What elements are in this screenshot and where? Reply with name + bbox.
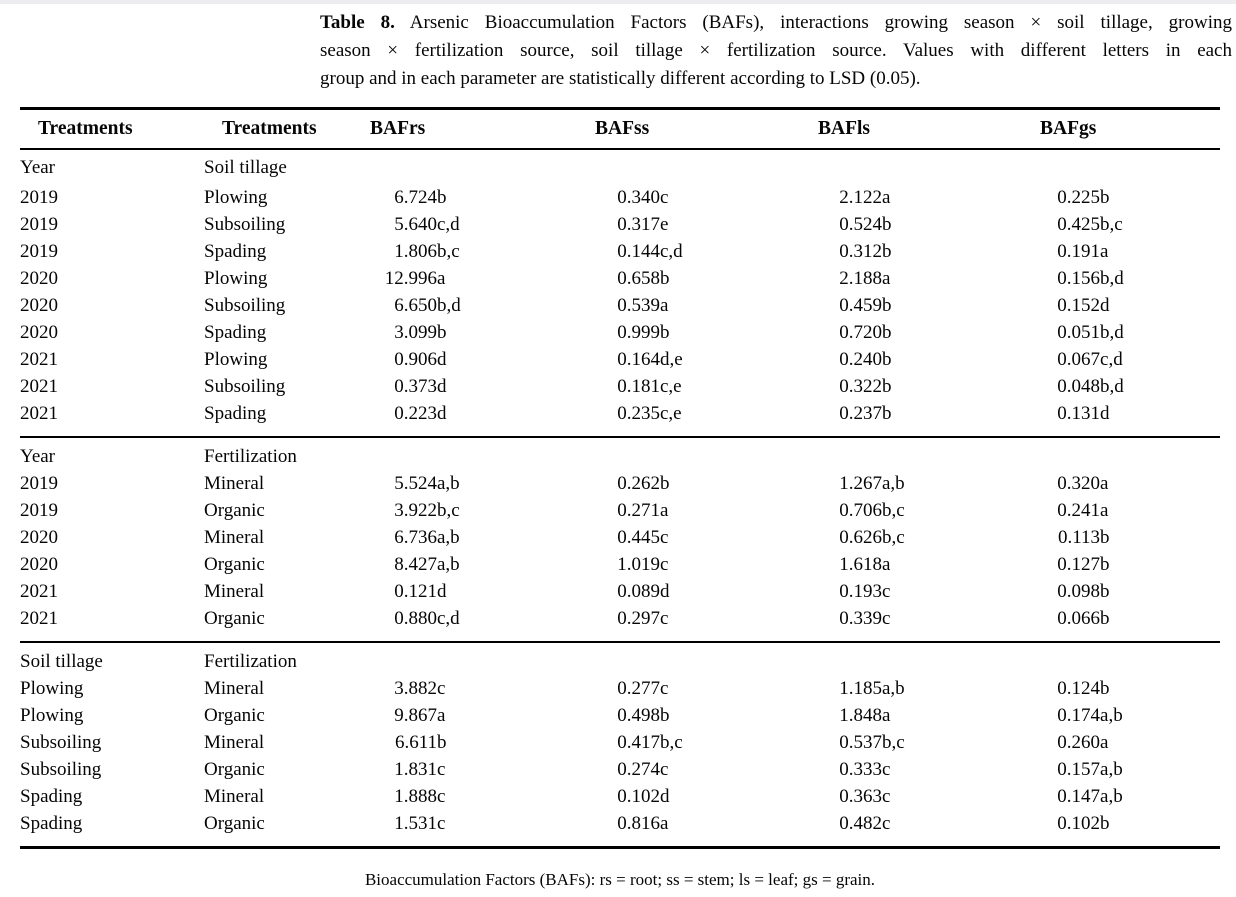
letters-cell: b xyxy=(660,268,670,289)
letters-cell: c xyxy=(660,608,669,629)
group-label-2: Soil tillage xyxy=(204,157,287,178)
group-label-2: Fertilization xyxy=(204,446,297,467)
group-row xyxy=(20,642,1220,675)
letters-cell: b,d xyxy=(1100,376,1124,397)
value-cell: 5.524 xyxy=(394,473,437,494)
letters-cell: a xyxy=(882,268,891,289)
letters-cell: d xyxy=(1100,295,1110,316)
letters-cell: b xyxy=(882,322,892,343)
treatment-cell: Mineral xyxy=(204,581,265,602)
letters-cell: c xyxy=(660,759,669,780)
treatment-cell: Mineral xyxy=(204,527,265,548)
value-cell: 0.240 xyxy=(839,349,882,370)
value-cell: 6.611 xyxy=(394,732,437,753)
group-label-2: Fertilization xyxy=(204,651,297,672)
value-cell: 0.051 xyxy=(1057,322,1101,343)
letters-cell: c xyxy=(660,554,669,575)
table-row xyxy=(20,605,1220,642)
value-cell: 0.445 xyxy=(617,527,660,548)
letters-cell: a xyxy=(882,187,891,208)
letters-cell: c,e xyxy=(660,403,682,424)
table-row xyxy=(20,292,1220,319)
letters-cell: a xyxy=(1100,241,1109,262)
letters-cell: a xyxy=(1100,500,1109,521)
value-cell: 0.816 xyxy=(617,813,660,834)
value-cell: 1.806 xyxy=(394,241,437,262)
value-cell: 0.706 xyxy=(839,500,882,521)
value-cell: 0.537 xyxy=(839,732,882,753)
group-row xyxy=(20,149,1220,184)
group-row-filler xyxy=(352,149,1220,184)
value-cell: 0.317 xyxy=(617,214,660,235)
caption-line-1 xyxy=(320,9,1232,37)
treatment-cell: Spading xyxy=(20,813,83,834)
table-row xyxy=(20,265,1220,292)
treatment-cell: Mineral xyxy=(204,678,265,699)
value-cell: 1.831 xyxy=(394,759,437,780)
treatment-cell: Subsoiling xyxy=(204,214,286,235)
letters-cell: a xyxy=(660,295,669,316)
value-cell: 0.277 xyxy=(617,678,660,699)
value-cell: 0.459 xyxy=(839,295,882,316)
value-cell: 8.427 xyxy=(394,554,437,575)
letters-cell: a xyxy=(660,813,669,834)
table-row xyxy=(20,783,1220,810)
letters-cell: c xyxy=(882,759,891,780)
letters-cell: b xyxy=(437,732,447,753)
value-cell: 0.363 xyxy=(839,786,882,807)
value-cell: 1.848 xyxy=(839,705,882,726)
letters-cell: d xyxy=(437,581,447,602)
letters-cell: c xyxy=(660,678,669,699)
letters-cell: b xyxy=(437,187,447,208)
letters-cell: c,d xyxy=(660,241,683,262)
value-cell: 0.127 xyxy=(1057,554,1101,575)
letters-cell: d xyxy=(437,376,447,397)
table-row xyxy=(20,497,1220,524)
value-cell: 0.102 xyxy=(617,786,660,807)
value-cell: 3.099 xyxy=(394,322,437,343)
table-row xyxy=(20,238,1220,265)
letters-cell: b,c xyxy=(437,500,460,521)
letters-cell: b xyxy=(1100,581,1110,602)
treatment-cell: Spading xyxy=(204,241,267,262)
group-row-filler xyxy=(352,642,1220,675)
value-cell: 0.174 xyxy=(1057,705,1101,726)
letters-cell: a xyxy=(1100,732,1109,753)
value-cell: 0.089 xyxy=(617,581,660,602)
value-cell: 0.322 xyxy=(839,376,882,397)
treatment-cell: Spading xyxy=(20,786,83,807)
treatment-cell: 2019 xyxy=(20,187,58,208)
value-cell: 1.888 xyxy=(394,786,437,807)
value-cell: 0.181 xyxy=(617,376,660,397)
group-label-1: Year xyxy=(20,157,56,178)
letters-cell: d xyxy=(660,786,670,807)
table-row xyxy=(20,524,1220,551)
table-row xyxy=(20,729,1220,756)
table-section xyxy=(20,149,1220,437)
value-cell: 0.191 xyxy=(1057,241,1101,262)
value-cell: 0.164 xyxy=(617,349,660,370)
letters-cell: c xyxy=(660,527,669,548)
table-section xyxy=(20,437,1220,642)
caption-text-1: Arsenic Bioaccumulation Factors (BAFs), interactions growing season × soil tillage, growing xyxy=(409,12,1232,33)
value-cell: 0.121 xyxy=(394,581,437,602)
letters-cell: a,b xyxy=(1100,705,1123,726)
letters-cell: a xyxy=(882,705,891,726)
table-row xyxy=(20,211,1220,238)
value-cell: 0.235 xyxy=(617,403,660,424)
caption-line-3: group and in each parameter are statistically different according to LSD (0.05). xyxy=(320,68,921,89)
value-cell: 3.882 xyxy=(394,678,437,699)
letters-cell: b,d xyxy=(1100,322,1124,343)
caption-table-number: Table 8. xyxy=(320,12,395,33)
value-cell: 0.999 xyxy=(617,322,660,343)
value-cell: 12.996 xyxy=(384,268,437,289)
value-cell: 0.193 xyxy=(839,581,882,602)
treatment-cell: 2020 xyxy=(20,527,58,548)
letters-cell: a xyxy=(660,500,669,521)
letters-cell: d xyxy=(1100,403,1110,424)
letters-cell: c xyxy=(882,786,891,807)
treatment-cell: 2020 xyxy=(20,268,58,289)
table-row xyxy=(20,675,1220,702)
table-section xyxy=(20,642,1220,848)
group-label-1: Soil tillage xyxy=(20,651,103,672)
value-cell: 6.724 xyxy=(394,187,437,208)
letters-cell: d xyxy=(660,581,670,602)
treatment-cell: Spading xyxy=(204,403,267,424)
treatment-cell: 2021 xyxy=(20,581,58,602)
value-cell: 0.425 xyxy=(1057,214,1101,235)
letters-cell: c xyxy=(437,786,446,807)
treatment-cell: 2020 xyxy=(20,322,58,343)
value-cell: 0.906 xyxy=(394,349,437,370)
value-cell: 0.262 xyxy=(617,473,660,494)
letters-cell: b xyxy=(882,241,892,262)
letters-cell: c xyxy=(437,759,446,780)
letters-cell: a xyxy=(1100,473,1109,494)
letters-cell: b xyxy=(1100,678,1110,699)
value-cell: 6.650 xyxy=(394,295,437,316)
treatment-cell: Plowing xyxy=(20,705,84,726)
letters-cell: c,e xyxy=(660,376,682,397)
value-cell: 9.867 xyxy=(394,705,437,726)
value-cell: 0.482 xyxy=(839,813,882,834)
value-cell: 0.524 xyxy=(839,214,882,235)
value-cell: 0.320 xyxy=(1057,473,1101,494)
letters-cell: b xyxy=(882,214,892,235)
table-header xyxy=(20,109,1220,150)
value-cell: 0.312 xyxy=(839,241,882,262)
treatment-cell: Subsoiling xyxy=(204,295,286,316)
letters-cell: c xyxy=(660,187,669,208)
page-top-strip xyxy=(0,0,1236,4)
treatment-cell: Spading xyxy=(204,322,267,343)
value-cell: 0.098 xyxy=(1057,581,1101,602)
value-cell: 0.102 xyxy=(1057,813,1101,834)
letters-cell: b xyxy=(437,322,447,343)
treatment-cell: Subsoiling xyxy=(20,732,102,753)
value-cell: 0.225 xyxy=(1057,187,1101,208)
table-row xyxy=(20,346,1220,373)
column-header-bafls: BAFls xyxy=(800,109,1022,150)
value-cell: 1.019 xyxy=(617,554,660,575)
value-cell: 0.124 xyxy=(1057,678,1101,699)
letters-cell: b xyxy=(660,322,670,343)
table-row xyxy=(20,551,1220,578)
column-header-bafgs: BAFgs xyxy=(1022,109,1220,150)
value-cell: 1.185 xyxy=(839,678,882,699)
treatment-cell: Plowing xyxy=(204,349,268,370)
letters-cell: c,d xyxy=(437,608,460,629)
treatment-cell: 2021 xyxy=(20,608,58,629)
value-cell: 0.156 xyxy=(1057,268,1101,289)
value-cell: 5.640 xyxy=(394,214,437,235)
table-row xyxy=(20,400,1220,437)
letters-cell: a,b xyxy=(437,473,460,494)
letters-cell: c xyxy=(882,813,891,834)
treatment-cell: Plowing xyxy=(204,268,268,289)
value-cell: 0.144 xyxy=(617,241,660,262)
group-label-1: Year xyxy=(20,446,56,467)
letters-cell: a,b xyxy=(1100,786,1123,807)
letters-cell: b xyxy=(660,705,670,726)
letters-cell: d,e xyxy=(660,349,683,370)
value-cell: 0.223 xyxy=(394,403,437,424)
value-cell: 0.260 xyxy=(1057,732,1101,753)
letters-cell: b xyxy=(882,295,892,316)
table-row xyxy=(20,810,1220,848)
letters-cell: b xyxy=(882,403,892,424)
treatment-cell: Mineral xyxy=(204,786,265,807)
value-cell: 0.880 xyxy=(394,608,437,629)
letters-cell: a,b xyxy=(882,678,905,699)
column-header-bafss: BAFss xyxy=(577,109,800,150)
table-row xyxy=(20,319,1220,346)
letters-cell: b xyxy=(1100,554,1110,575)
treatment-cell: Plowing xyxy=(20,678,84,699)
letters-cell: c xyxy=(437,678,446,699)
letters-cell: a,b xyxy=(882,473,905,494)
value-cell: 0.147 xyxy=(1057,786,1101,807)
treatment-cell: 2021 xyxy=(20,403,58,424)
value-cell: 0.113 xyxy=(1057,527,1101,548)
value-cell: 0.066 xyxy=(1057,608,1101,629)
value-cell: 0.417 xyxy=(617,732,660,753)
treatment-cell: 2019 xyxy=(20,473,58,494)
value-cell: 1.531 xyxy=(394,813,437,834)
value-cell: 6.736 xyxy=(394,527,437,548)
value-cell: 0.067 xyxy=(1057,349,1101,370)
value-cell: 0.131 xyxy=(1057,403,1101,424)
value-cell: 3.922 xyxy=(394,500,437,521)
letters-cell: e xyxy=(660,214,669,235)
value-cell: 0.271 xyxy=(617,500,660,521)
value-cell: 0.297 xyxy=(617,608,660,629)
treatment-cell: Organic xyxy=(204,759,265,780)
letters-cell: b,c xyxy=(437,241,460,262)
table-row xyxy=(20,184,1220,211)
value-cell: 1.618 xyxy=(839,554,882,575)
letters-cell: a xyxy=(437,268,446,289)
letters-cell: b,d xyxy=(437,295,461,316)
column-header-bafrs: BAFrs xyxy=(352,109,577,150)
letters-cell: d xyxy=(437,403,447,424)
treatment-cell: 2021 xyxy=(20,349,58,370)
value-cell: 0.539 xyxy=(617,295,660,316)
letters-cell: a,b xyxy=(1100,759,1123,780)
value-cell: 0.048 xyxy=(1057,376,1101,397)
table-row xyxy=(20,373,1220,400)
treatment-cell: 2020 xyxy=(20,554,58,575)
letters-cell: d xyxy=(437,349,447,370)
letters-cell: b xyxy=(660,473,670,494)
caption-line-2: season × fertilization source, soil tillage × fertilization source. Values with different letters in each xyxy=(320,40,1232,61)
value-cell: 2.122 xyxy=(839,187,882,208)
value-cell: 0.237 xyxy=(839,403,882,424)
letters-cell: c xyxy=(882,581,891,602)
header-row xyxy=(20,109,1220,150)
letters-cell: b,c xyxy=(1100,214,1123,235)
letters-cell: a xyxy=(882,554,891,575)
value-cell: 0.241 xyxy=(1057,500,1101,521)
letters-cell: a,b xyxy=(437,554,460,575)
letters-cell: c,d xyxy=(437,214,460,235)
treatment-cell: 2019 xyxy=(20,500,58,521)
letters-cell: b xyxy=(1100,187,1110,208)
value-cell: 0.152 xyxy=(1057,295,1101,316)
table-row xyxy=(20,756,1220,783)
treatment-cell: Mineral xyxy=(204,473,265,494)
letters-cell: b,c xyxy=(660,732,683,753)
value-cell: 0.373 xyxy=(394,376,437,397)
letters-cell: a,b xyxy=(437,527,460,548)
treatment-cell: Organic xyxy=(204,554,265,575)
value-cell: 2.188 xyxy=(839,268,882,289)
letters-cell: c,d xyxy=(1100,349,1123,370)
value-cell: 0.274 xyxy=(617,759,660,780)
value-cell: 0.498 xyxy=(617,705,660,726)
value-cell: 0.340 xyxy=(617,187,660,208)
value-cell: 0.339 xyxy=(839,608,882,629)
treatment-cell: Organic xyxy=(204,813,265,834)
value-cell: 0.333 xyxy=(839,759,882,780)
letters-cell: b,c xyxy=(882,732,905,753)
letters-cell: b xyxy=(1100,608,1110,629)
value-cell: 0.626 xyxy=(839,527,882,548)
letters-cell: b xyxy=(1100,813,1110,834)
letters-cell: c xyxy=(437,813,446,834)
treatment-cell: Mineral xyxy=(204,732,265,753)
treatment-cell: 2021 xyxy=(20,376,58,397)
treatment-cell: Organic xyxy=(204,608,265,629)
table-footnote: Bioaccumulation Factors (BAFs): rs = root; ss = stem; ls = leaf; gs = grain. xyxy=(364,870,876,889)
letters-cell: b,c xyxy=(882,500,905,521)
treatment-cell: Organic xyxy=(204,500,265,521)
table-row xyxy=(20,578,1220,605)
letters-cell: b xyxy=(1100,527,1110,548)
group-row-filler xyxy=(352,437,1220,470)
letters-cell: b xyxy=(882,376,892,397)
letters-cell: a xyxy=(437,705,446,726)
letters-cell: b xyxy=(882,349,892,370)
treatment-cell: Plowing xyxy=(204,187,268,208)
treatment-cell: Organic xyxy=(204,705,265,726)
treatment-cell: 2019 xyxy=(20,214,58,235)
value-cell: 1.267 xyxy=(839,473,882,494)
value-cell: 0.720 xyxy=(839,322,882,343)
value-cell: 0.658 xyxy=(617,268,660,289)
letters-cell: b,d xyxy=(1100,268,1124,289)
baf-table xyxy=(20,107,1220,849)
table-row xyxy=(20,702,1220,729)
letters-cell: b,c xyxy=(882,527,905,548)
column-header-treatments-1: Treatments xyxy=(20,109,204,150)
column-header-treatments-2: Treatments xyxy=(204,109,352,150)
table-caption xyxy=(320,9,1232,93)
treatment-cell: 2019 xyxy=(20,241,58,262)
value-cell: 0.157 xyxy=(1057,759,1101,780)
letters-cell: c xyxy=(882,608,891,629)
table-row xyxy=(20,470,1220,497)
treatment-cell: 2020 xyxy=(20,295,58,316)
group-row xyxy=(20,437,1220,470)
treatment-cell: Subsoiling xyxy=(20,759,102,780)
treatment-cell: Subsoiling xyxy=(204,376,286,397)
